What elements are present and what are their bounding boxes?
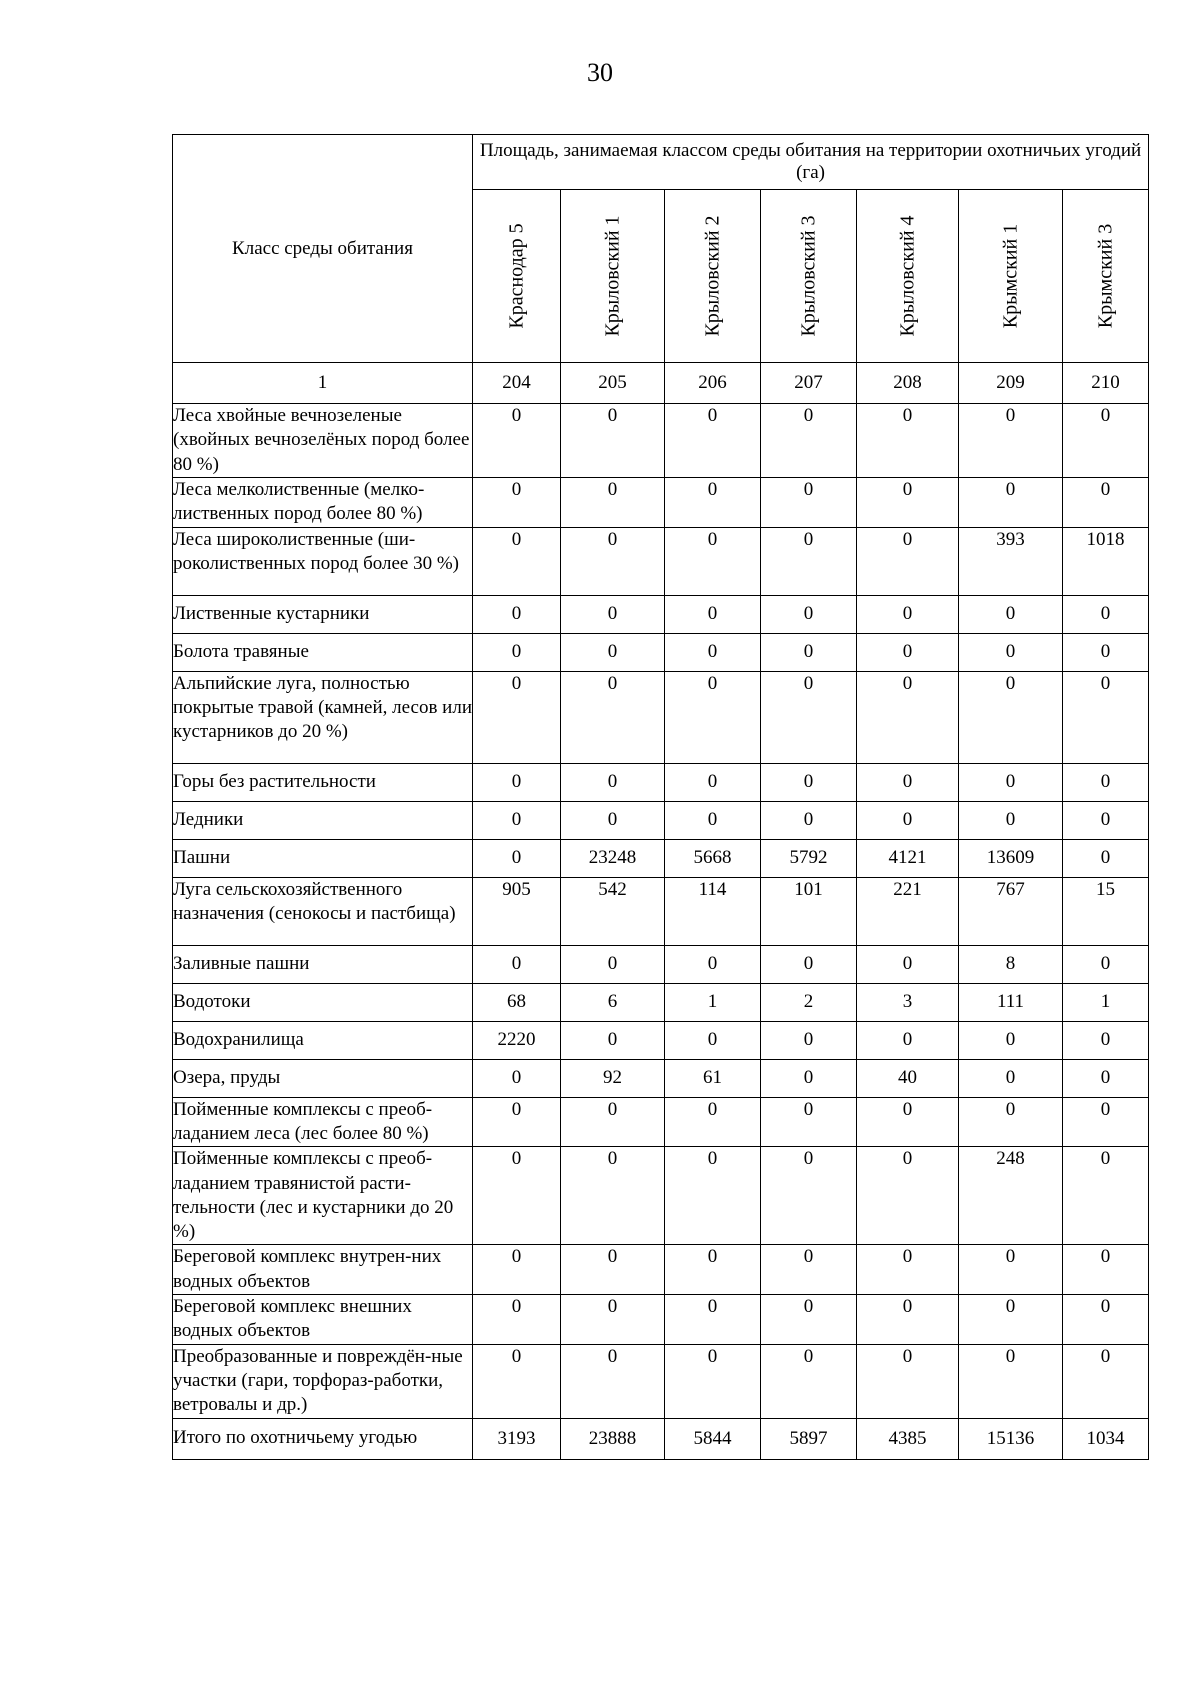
cell-value: 0: [473, 671, 561, 763]
class-header: Класс среды обитания: [173, 135, 473, 363]
cell-value: 3: [857, 983, 959, 1021]
cell-value: 0: [959, 633, 1063, 671]
row-label: Озера, пруды: [173, 1059, 473, 1097]
cell-value: 0: [761, 633, 857, 671]
cell-value: 114: [665, 877, 761, 945]
table-row: [173, 877, 1149, 945]
table-row: [173, 1295, 1149, 1345]
cell-value: 0: [665, 595, 761, 633]
cell-value: 0: [857, 1295, 959, 1345]
cell-value: 0: [857, 633, 959, 671]
cell-value: 0: [1063, 404, 1149, 478]
cell-value: 0: [857, 671, 959, 763]
cell-value: 101: [761, 877, 857, 945]
table-row: [173, 671, 1149, 763]
row-label: Леса мелколиственные (мелко-лиственных пород более 80 %): [173, 477, 473, 527]
row-label: Водохранилища: [173, 1021, 473, 1059]
cell-value: 0: [1063, 1021, 1149, 1059]
cell-value: 0: [1063, 1147, 1149, 1245]
cell-value: 0: [761, 945, 857, 983]
table-row: [173, 595, 1149, 633]
cell-value: 0: [473, 1147, 561, 1245]
row-label: Луга сельскохозяйственного назначения (сенокосы и пастбища): [173, 877, 473, 945]
table-row: [173, 1059, 1149, 1097]
cell-value: 0: [761, 1344, 857, 1418]
cell-value: 1018: [1063, 527, 1149, 595]
cell-value: 0: [473, 633, 561, 671]
cell-value: 0: [959, 1245, 1063, 1295]
cell-value: 0: [1063, 1097, 1149, 1147]
table-row: [173, 1021, 1149, 1059]
cell-value: 0: [959, 1295, 1063, 1345]
row-label: Ледники: [173, 801, 473, 839]
cell-value: 15: [1063, 877, 1149, 945]
cell-value: 5668: [665, 839, 761, 877]
cell-value: 5897: [761, 1418, 857, 1459]
cell-value: 0: [473, 404, 561, 478]
cell-value: 0: [959, 595, 1063, 633]
column-header: [857, 190, 959, 363]
cell-value: 0: [1063, 595, 1149, 633]
column-header: [665, 190, 761, 363]
cell-value: 1: [1063, 983, 1149, 1021]
column-header-label: Крыловский 3: [797, 215, 819, 337]
cell-value: 0: [561, 404, 665, 478]
cell-value: 0: [473, 477, 561, 527]
cell-value: 0: [561, 527, 665, 595]
cell-value: 0: [665, 1147, 761, 1245]
cell-value: 23888: [561, 1418, 665, 1459]
cell-value: 0: [561, 477, 665, 527]
cell-value: 0: [473, 595, 561, 633]
cell-value: 0: [1063, 1295, 1149, 1345]
cell-value: 0: [665, 763, 761, 801]
row-label: Лиственные кустарники: [173, 595, 473, 633]
table-row: [173, 1097, 1149, 1147]
row-label: Береговой комплекс внутрен-них водных объектов: [173, 1245, 473, 1295]
cell-value: 393: [959, 527, 1063, 595]
cell-value: 3193: [473, 1418, 561, 1459]
cell-value: 0: [857, 595, 959, 633]
group-header: Площадь, занимаемая классом среды обитания на территории охотничьих угодий (га): [473, 135, 1149, 190]
cell-value: 2: [761, 983, 857, 1021]
cell-value: 0: [561, 1295, 665, 1345]
cell-value: 4121: [857, 839, 959, 877]
cell-value: 0: [561, 1147, 665, 1245]
cell-value: 0: [473, 763, 561, 801]
cell-value: 1034: [1063, 1418, 1149, 1459]
cell-value: 23248: [561, 839, 665, 877]
cell-value: 0: [1063, 945, 1149, 983]
cell-value: 4385: [857, 1418, 959, 1459]
cell-value: 0: [1063, 477, 1149, 527]
column-header-label: Краснодар 5: [505, 223, 527, 329]
cell-value: 0: [473, 527, 561, 595]
column-header: [1063, 190, 1149, 363]
table-row: [173, 945, 1149, 983]
cell-value: 0: [959, 1344, 1063, 1418]
cell-value: 767: [959, 877, 1063, 945]
cell-value: 0: [665, 801, 761, 839]
row-label: Преобразованные и повреждён-ные участки (гари, торфораз-работки, ветровалы и др.): [173, 1344, 473, 1418]
table-row: [173, 801, 1149, 839]
column-number: 206: [665, 363, 761, 404]
cell-value: 2220: [473, 1021, 561, 1059]
cell-value: 0: [561, 763, 665, 801]
cell-value: 0: [761, 595, 857, 633]
table-row: [173, 1344, 1149, 1418]
cell-value: 0: [959, 671, 1063, 763]
cell-value: 0: [1063, 763, 1149, 801]
cell-value: 0: [761, 1097, 857, 1147]
cell-value: 0: [665, 527, 761, 595]
table-row: [173, 1147, 1149, 1245]
cell-value: 0: [1063, 633, 1149, 671]
column-number: 204: [473, 363, 561, 404]
cell-value: 0: [1063, 1344, 1149, 1418]
row-label: Леса широколиственные (ши-роколиственных пород более 30 %): [173, 527, 473, 595]
cell-value: 0: [665, 1245, 761, 1295]
cell-value: 0: [761, 1245, 857, 1295]
cell-value: 0: [473, 1059, 561, 1097]
cell-value: 0: [665, 671, 761, 763]
cell-value: 0: [857, 801, 959, 839]
cell-value: 0: [561, 595, 665, 633]
cell-value: 0: [761, 404, 857, 478]
cell-value: 905: [473, 877, 561, 945]
cell-value: 0: [857, 1344, 959, 1418]
cell-value: 0: [959, 404, 1063, 478]
cell-value: 5792: [761, 839, 857, 877]
cell-value: 5844: [665, 1418, 761, 1459]
cell-value: 0: [959, 1097, 1063, 1147]
cell-value: 0: [761, 1059, 857, 1097]
cell-value: 40: [857, 1059, 959, 1097]
cell-value: 0: [959, 1021, 1063, 1059]
cell-value: 0: [857, 404, 959, 478]
column-header-label: Крымский 3: [1094, 223, 1117, 329]
table-row: [173, 839, 1149, 877]
cell-value: 0: [761, 671, 857, 763]
cell-value: 0: [761, 1295, 857, 1345]
cell-value: 0: [473, 1295, 561, 1345]
cell-value: 0: [761, 527, 857, 595]
cell-value: 13609: [959, 839, 1063, 877]
row-label: Береговой комплекс внешних водных объектов: [173, 1295, 473, 1345]
cell-value: 0: [857, 1021, 959, 1059]
column-header: [473, 190, 561, 363]
cell-value: 0: [561, 671, 665, 763]
cell-value: 0: [959, 763, 1063, 801]
cell-value: 0: [561, 1344, 665, 1418]
cell-value: 0: [857, 527, 959, 595]
cell-value: 0: [857, 763, 959, 801]
cell-value: 0: [665, 1344, 761, 1418]
cell-value: 0: [473, 1097, 561, 1147]
row-label: Водотоки: [173, 983, 473, 1021]
column-header-label: Крымский 1: [999, 223, 1021, 329]
cell-value: 0: [473, 1245, 561, 1295]
total-row: [173, 1418, 1149, 1459]
cell-value: 0: [1063, 1059, 1149, 1097]
table-row: [173, 763, 1149, 801]
cell-value: 0: [665, 1021, 761, 1059]
cell-value: 0: [761, 477, 857, 527]
cell-value: 0: [959, 1059, 1063, 1097]
table-row: [173, 633, 1149, 671]
cell-value: 0: [665, 633, 761, 671]
cell-value: 0: [857, 1147, 959, 1245]
column-header-label: Крыловский 2: [701, 215, 723, 337]
column-number: 205: [561, 363, 665, 404]
cell-value: 0: [473, 839, 561, 877]
column-number: 207: [761, 363, 857, 404]
cell-value: 0: [959, 801, 1063, 839]
cell-value: 0: [561, 945, 665, 983]
cell-value: 0: [561, 1097, 665, 1147]
column-header: [959, 190, 1063, 363]
cell-value: 0: [561, 1021, 665, 1059]
table-row: [173, 527, 1149, 595]
row-label: Пашни: [173, 839, 473, 877]
cell-value: 248: [959, 1147, 1063, 1245]
column-header-label: Крыловский 1: [601, 215, 623, 337]
cell-value: 542: [561, 877, 665, 945]
cell-value: 0: [561, 633, 665, 671]
column-header: [561, 190, 665, 363]
cell-value: 0: [761, 763, 857, 801]
column-number: 209: [959, 363, 1063, 404]
habitat-area-table: [172, 134, 1149, 1460]
cell-value: 6: [561, 983, 665, 1021]
column-number: 1: [173, 363, 473, 404]
row-label: Заливные пашни: [173, 945, 473, 983]
cell-value: 111: [959, 983, 1063, 1021]
cell-value: 0: [1063, 801, 1149, 839]
row-label: Пойменные комплексы с преоб-ладанием травянистой расти-тельности (лес и кустарники до 20 %): [173, 1147, 473, 1245]
cell-value: 92: [561, 1059, 665, 1097]
cell-value: 0: [1063, 1245, 1149, 1295]
row-label: Альпийские луга, полностью покрытые травой (камней, лесов или кустарников до 20 %): [173, 671, 473, 763]
page-number: 30: [587, 58, 613, 87]
row-label: Леса хвойные вечнозеленые (хвойных вечнозелёных пород более 80 %): [173, 404, 473, 478]
cell-value: 0: [561, 1245, 665, 1295]
table-row: [173, 477, 1149, 527]
column-number: 210: [1063, 363, 1149, 404]
cell-value: 1: [665, 983, 761, 1021]
row-label: Горы без растительности: [173, 763, 473, 801]
cell-value: 221: [857, 877, 959, 945]
column-header: [761, 190, 857, 363]
cell-value: 0: [473, 1344, 561, 1418]
row-label: Болота травяные: [173, 633, 473, 671]
cell-value: 0: [959, 477, 1063, 527]
cell-value: 0: [665, 1295, 761, 1345]
cell-value: 0: [1063, 671, 1149, 763]
cell-value: 0: [761, 801, 857, 839]
column-header-label: Крыловский 4: [896, 215, 918, 337]
cell-value: 0: [761, 1021, 857, 1059]
cell-value: 8: [959, 945, 1063, 983]
cell-value: 15136: [959, 1418, 1063, 1459]
cell-value: 0: [761, 1147, 857, 1245]
cell-value: 0: [665, 945, 761, 983]
column-number: 208: [857, 363, 959, 404]
cell-value: 0: [473, 945, 561, 983]
row-label: Итого по охотничьему угодью: [173, 1418, 473, 1459]
table-row: [173, 983, 1149, 1021]
cell-value: 0: [665, 477, 761, 527]
cell-value: 0: [1063, 839, 1149, 877]
cell-value: 0: [473, 801, 561, 839]
cell-value: 0: [665, 1097, 761, 1147]
cell-value: 0: [857, 945, 959, 983]
table-row: [173, 404, 1149, 478]
cell-value: 0: [857, 1245, 959, 1295]
cell-value: 0: [665, 404, 761, 478]
cell-value: 61: [665, 1059, 761, 1097]
cell-value: 0: [561, 801, 665, 839]
cell-value: 68: [473, 983, 561, 1021]
table-row: [173, 1245, 1149, 1295]
row-label: Пойменные комплексы с преоб-ладанием леса (лес более 80 %): [173, 1097, 473, 1147]
cell-value: 0: [857, 477, 959, 527]
cell-value: 0: [857, 1097, 959, 1147]
